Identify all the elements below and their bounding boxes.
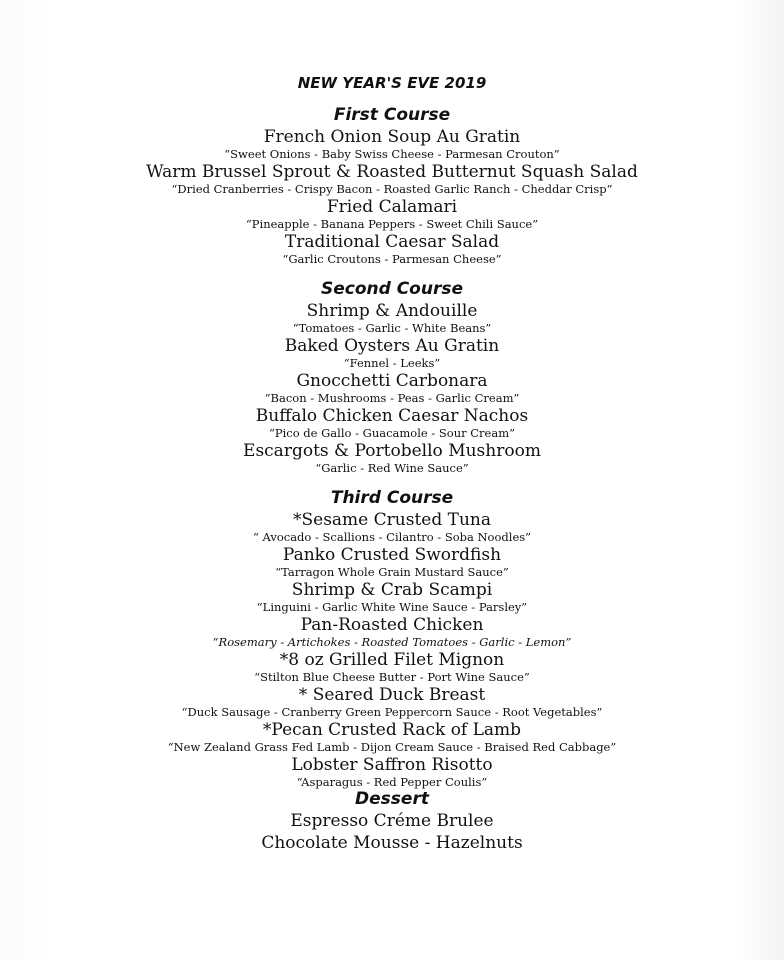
dish-description: “Sweet Onions - Baby Swiss Cheese - Parmesan Crouton”: [224, 147, 560, 161]
second-course-section: [0, 279, 784, 475]
dish-name: Chocolate Mousse - Hazelnuts: [261, 833, 523, 853]
dish-description: “New Zealand Grass Fed Lamb - Dijon Cream Sauce - Braised Red Cabbage”: [167, 740, 617, 754]
dish-name: Escargots & Portobello Mushroom: [243, 441, 541, 461]
dish-description: “Fennel - Leeks”: [343, 356, 441, 370]
course-heading: Dessert: [355, 789, 429, 809]
dish-description: “Rosemary - Artichokes - Roasted Tomatoes - Garlic - Lemon”: [212, 635, 572, 649]
dish-name: Shrimp & Crab Scampi: [291, 580, 493, 600]
dish-name: *Sesame Crusted Tuna: [292, 510, 491, 530]
dish-name: Panko Crusted Swordfish: [282, 545, 502, 565]
first-course-section: [0, 105, 784, 266]
dish-description: “Garlic - Red Wine Sauce”: [315, 461, 469, 475]
dish-description: “Duck Sausage - Cranberry Green Peppercorn Sauce - Root Vegetables”: [181, 705, 603, 719]
menu-title: NEW YEAR'S EVE 2019: [297, 74, 487, 92]
dish-name: Espresso Créme Brulee: [290, 811, 494, 831]
dish-description: “Stilton Blue Cheese Butter - Port Wine Sauce”: [254, 670, 530, 684]
menu-document: [0, 72, 784, 854]
dish-name: Warm Brussel Sprout & Roasted Butternut Squash Salad: [146, 162, 638, 182]
dish-name: Gnocchetti Carbonara: [296, 371, 488, 391]
dish-description: “Asparagus - Red Pepper Coulis”: [296, 775, 488, 789]
dish-name: Traditional Caesar Salad: [284, 232, 500, 252]
course-heading: First Course: [333, 105, 451, 125]
dish-name: Lobster Saffron Risotto: [291, 755, 493, 775]
dish-name: Baked Oysters Au Gratin: [284, 336, 500, 356]
dish-name: *Pecan Crusted Rack of Lamb: [262, 720, 522, 740]
dish-description: “Bacon - Mushrooms - Peas - Garlic Cream”: [264, 391, 520, 405]
dish-description: “Linguini - Garlic White Wine Sauce - Parsley”: [256, 600, 528, 614]
course-heading: Third Course: [330, 488, 454, 508]
dish-name: Pan-Roasted Chicken: [300, 615, 484, 635]
dish-description: “Pico de Gallo - Guacamole - Sour Cream”: [268, 426, 515, 440]
dish-name: *8 oz Grilled Filet Mignon: [279, 650, 505, 670]
dish-name: Fried Calamari: [326, 197, 458, 217]
dish-description: “Tomatoes - Garlic - White Beans”: [292, 321, 492, 335]
course-heading: Second Course: [320, 279, 463, 299]
third-course-section: [0, 488, 784, 789]
dish-description: “Garlic Croutons - Parmesan Cheese”: [282, 252, 502, 266]
dish-description: “Tarragon Whole Grain Mustard Sauce”: [275, 565, 509, 579]
dish-description: “ Avocado - Scallions - Cilantro - Soba Noodles”: [252, 530, 532, 544]
dish-name: Shrimp & Andouille: [306, 301, 478, 321]
dish-name: French Onion Soup Au Gratin: [263, 127, 521, 147]
dessert-section: [0, 789, 784, 854]
dish-description: “Dried Cranberries - Crispy Bacon - Roasted Garlic Ranch - Cheddar Crisp”: [171, 182, 613, 196]
dish-name: * Seared Duck Breast: [298, 685, 486, 705]
dish-description: “Pineapple - Banana Peppers - Sweet Chili Sauce”: [245, 217, 539, 231]
dish-name: Buffalo Chicken Caesar Nachos: [255, 406, 529, 426]
